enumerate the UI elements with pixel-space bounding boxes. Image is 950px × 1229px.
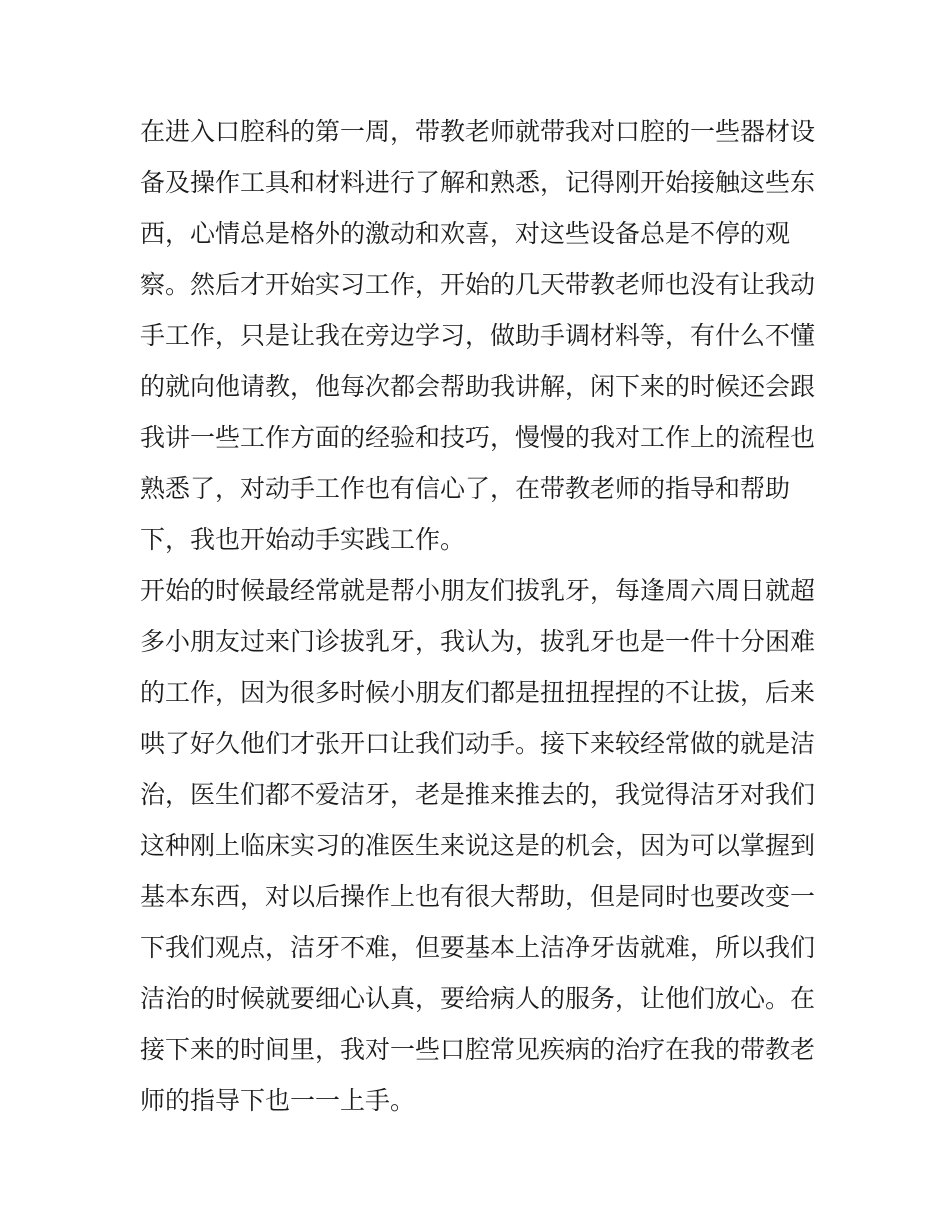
text-line: 这种刚上临床实习的准医生来说这是的机会，因为可以掌握到 xyxy=(140,831,816,860)
text-line: 基本东西，对以后操作上也有很大帮助，但是同时也要改变一 xyxy=(140,882,816,911)
text-line: 的工作，因为很多时候小朋友们都是扭扭捏捏的不让拔，后来 xyxy=(140,678,816,707)
text-line: 的就向他请教，他每次都会帮助我讲解，闲下来的时候还会跟 xyxy=(140,372,816,401)
text-line: 洁治的时候就要细心认真，要给病人的服务，让他们放心。在 xyxy=(140,984,816,1013)
text-line: 我讲一些工作方面的经验和技巧，慢慢的我对工作上的流程也 xyxy=(140,423,816,452)
text-line: 多小朋友过来门诊拔乳牙，我认为，拔乳牙也是一件十分困难 xyxy=(140,627,816,656)
text-line: 下我们观点，洁牙不难，但要基本上洁净牙齿就难，所以我们 xyxy=(140,933,816,962)
text-line: 哄了好久他们才张开口让我们动手。接下来较经常做的就是洁 xyxy=(140,729,816,758)
paragraph-2 xyxy=(140,565,820,1126)
document-body xyxy=(140,106,820,1126)
text-line: 师的指导下也一一上手。 xyxy=(140,1086,416,1115)
text-line: 开始的时候最经常就是帮小朋友们拔乳牙，每逢周六周日就超 xyxy=(140,576,816,605)
text-line: 手工作，只是让我在旁边学习，做助手调材料等，有什么不懂 xyxy=(140,321,816,350)
text-line: 下，我也开始动手实践工作。 xyxy=(140,525,466,554)
text-line: 治，医生们都不爱洁牙，老是推来推去的，我觉得洁牙对我们 xyxy=(140,780,816,809)
text-line: 察。然后才开始实习工作，开始的几天带教老师也没有让我动 xyxy=(140,270,816,299)
text-line: 西，心情总是格外的激动和欢喜，对这些设备总是不停的观 xyxy=(140,219,791,248)
text-line: 熟悉了，对动手工作也有信心了，在带教老师的指导和帮助 xyxy=(140,474,791,503)
paragraph-1 xyxy=(140,106,820,565)
text-line: 在进入口腔科的第一周，带教老师就带我对口腔的一些器材设 xyxy=(140,117,816,146)
text-line: 备及操作工具和材料进行了解和熟悉，记得刚开始接触这些东 xyxy=(140,168,816,197)
text-line: 接下来的时间里，我对一些口腔常见疾病的治疗在我的带教老 xyxy=(140,1035,816,1064)
